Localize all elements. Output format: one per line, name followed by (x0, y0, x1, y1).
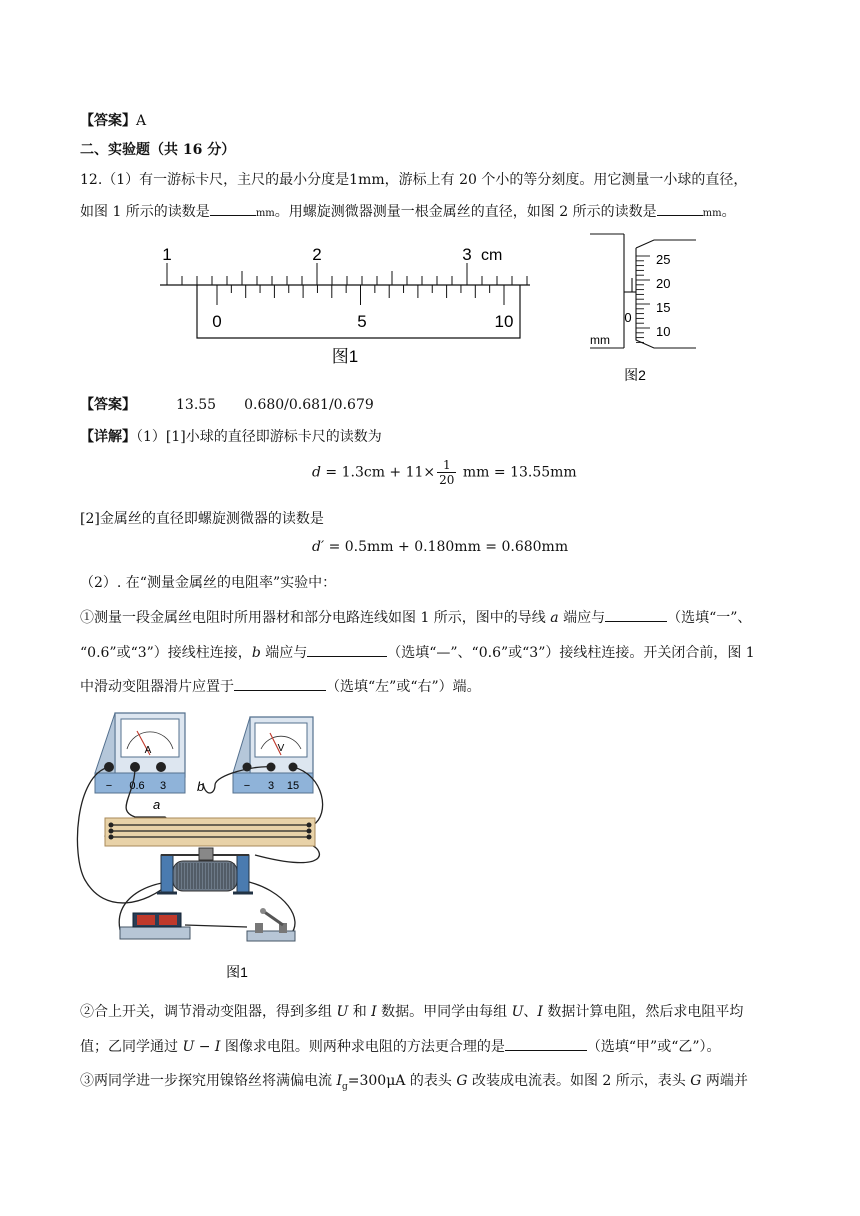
answer-blank (234, 676, 326, 691)
vernier-label-0: 0 (212, 312, 222, 331)
voltmeter-terminal-3: 3 (267, 780, 275, 792)
circuit-figure (75, 705, 335, 990)
part2-q1-line2: “0.6”或“3”）接线柱连接，b 端应与 （选填“—”、“0.6”或“3”）接线柱连接。开关闭合前，图 1 (80, 642, 755, 663)
wire-label-b: b (197, 779, 205, 794)
vernier-label-5: 5 (357, 312, 367, 331)
detail-line2: [2]金属丝的直径即螺旋测微器的读数是 (80, 511, 324, 527)
ammeter-terminal-3: 3 (159, 780, 167, 792)
answer-blank (210, 201, 256, 216)
sliding-rheostat (157, 848, 253, 893)
answer-blank (605, 607, 667, 622)
ammeter-symbol: A (144, 745, 152, 756)
prev-answer (80, 111, 146, 131)
voltmeter-symbol: V (277, 743, 285, 754)
part2-q2-line2: 值；乙同学通过 U − I 图像求电阻。则两种求电阻的方法更合理的是 （选填“甲”或“乙”）。 (80, 1036, 721, 1057)
vernier-caliper-figure (155, 240, 535, 370)
ammeter (95, 713, 185, 793)
part2-q2-line1: ②合上开关，调节滑动变阻器，得到多组 U 和 I 数据。甲同学由每组 U、I 数据计算电阻，然后求电阻平均 (80, 1004, 744, 1020)
part2-q1-line3: 中滑动变阻器滑片应置于 （选填“左”或“右”）端。 (80, 676, 481, 697)
detail-line1: 【详解】（1）[1]小球的直径即游标卡尺的读数为 (80, 429, 382, 445)
answer-blank (307, 642, 387, 657)
part2-title: （2）. 在“测量金属丝的电阻率”实验中： (80, 575, 337, 591)
ammeter-terminal-neg: − (105, 780, 113, 792)
thimble-label-25: 25 (656, 252, 671, 267)
answer-value: A (136, 113, 147, 129)
figure2-caption: 图2 (624, 367, 646, 383)
voltmeter (233, 717, 313, 793)
equation-1: d = 1.3cm + 11× $\frac{1}{20}$ mm = 13.55mm (312, 458, 577, 487)
micrometer-figure (588, 230, 698, 390)
q12-line2: 如图 1 所示的读数是 mm。用螺旋测微器测量一根金属丝的直径，如图 2 所示的读数是 mm。 (80, 201, 736, 224)
answer-label: 【答案】 (80, 113, 136, 129)
answer-blank (505, 1036, 587, 1051)
part2-q1-line1: ①测量一段金属丝电阻时所用器材和部分电路连线如图 1 所示，图中的导线 a 端应与 （选填“一”、 (80, 607, 751, 628)
part2-q3-line1: ③两同学进一步探究用镍铬丝将满偏电流 $I_g=300\mu A$ 的表头 G 改装成电流表。如图 2 所示，表头 G 两端并 (80, 1073, 748, 1092)
sleeve-label-0: 0 (624, 310, 632, 325)
voltmeter-terminal-15: 15 (286, 780, 300, 792)
main-unit: cm (481, 247, 503, 264)
wire-wire-right (255, 845, 319, 863)
battery (120, 913, 190, 939)
voltmeter-terminal-neg: − (243, 780, 251, 792)
main-label-3: 3 (462, 245, 472, 264)
switch (247, 908, 295, 941)
vernier-label-10: 10 (494, 312, 514, 331)
thimble-label-15: 15 (656, 300, 671, 315)
resistance-wire-board (105, 818, 315, 846)
main-label-1: 1 (162, 245, 172, 264)
figure1-caption: 图1 (331, 347, 359, 366)
answer-blank (657, 201, 703, 216)
wire-right-bottom (245, 881, 295, 935)
ammeter-terminal-06: 0.6 (129, 780, 145, 792)
thimble-label-10: 10 (656, 324, 671, 339)
section-title: 二、实验题（共 16 分） (80, 142, 236, 158)
q12-line1: 12.（1）有一游标卡尺，主尺的最小分度是1mm，游标上有 20 个小的等分刻度。用它测量一小球的直径， (80, 172, 748, 188)
micrometer-unit: mm (590, 333, 610, 347)
answer1: 【答案】 13.55 0.680/0.681/0.679 (80, 397, 374, 413)
equation-2: d′ = 0.5mm + 0.180mm = 0.680mm (312, 539, 569, 555)
answer-value-2: 0.680/0.681/0.679 (244, 397, 374, 413)
circuit-caption: 图1 (226, 964, 248, 980)
main-label-2: 2 (312, 245, 322, 264)
answer-value-1: 13.55 (176, 397, 217, 413)
thimble-label-20: 20 (656, 276, 671, 291)
wire-label-a: a (153, 797, 161, 812)
